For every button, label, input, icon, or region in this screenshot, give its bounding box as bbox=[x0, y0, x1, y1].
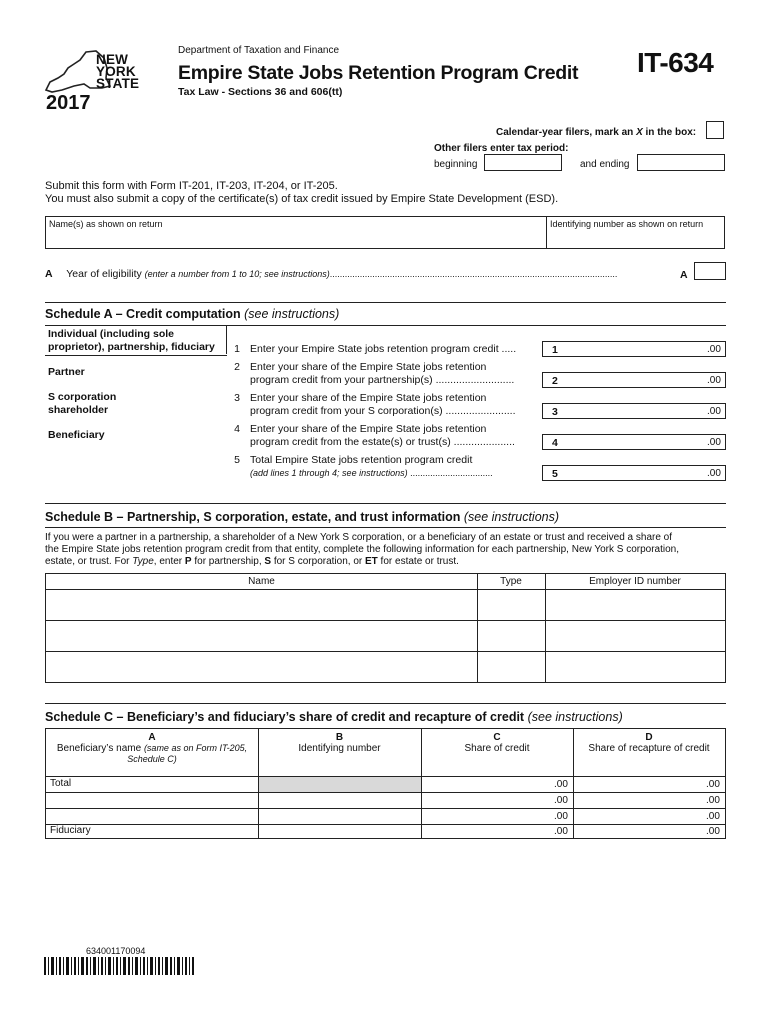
id-number-field[interactable] bbox=[546, 216, 725, 249]
form-year: 2017 bbox=[46, 92, 91, 114]
table-row[interactable] bbox=[46, 652, 725, 682]
beginning-label: beginning bbox=[434, 159, 478, 170]
ending-label: and ending bbox=[580, 159, 630, 170]
col-note-beneficiary: (same as on Form IT-205, Schedule C) bbox=[127, 743, 248, 764]
col-header-recapture: Share of recapture of credit bbox=[588, 743, 710, 754]
eligibility-year-field[interactable] bbox=[694, 262, 726, 280]
line-1-amount-field[interactable] bbox=[542, 341, 726, 357]
name-field-label: Name(s) as shown on return bbox=[49, 219, 163, 229]
beginning-date-field[interactable] bbox=[484, 154, 562, 171]
group-partner: Partner bbox=[48, 366, 85, 378]
table-row[interactable] bbox=[46, 825, 725, 838]
line-box-number: 2 bbox=[552, 375, 558, 387]
table-row[interactable] bbox=[46, 590, 725, 620]
schedule-c-title: Schedule C – Beneficiary’s and fiduciary’s share of credit and recapture of credit (see instructions) bbox=[45, 710, 623, 724]
row-recapture-cents: .00 bbox=[706, 795, 720, 806]
col-header-ein: Employer ID number bbox=[589, 576, 681, 587]
line-number: 4 bbox=[234, 423, 240, 435]
line-number: 3 bbox=[234, 392, 240, 404]
barcode-icon bbox=[44, 957, 194, 975]
schedule-b-intro: If you were a partner in a partnership, a shareholder of a New York S corporation, or a beneficiary of an estate or trust and received a share of the Empire State jobs retention program credit from that entity, complete the following information for each partnership, New York S corporation, estate, or trust. For Type, enter P for partnership, S for S corporation, or ET for estate or trust. bbox=[45, 532, 680, 567]
other-filers-label: Other filers enter tax period: bbox=[434, 143, 569, 154]
eligibility-label: Year of eligibility bbox=[66, 268, 142, 280]
col-letter-a: A bbox=[148, 732, 156, 743]
line-cents: .00 bbox=[707, 375, 721, 386]
line-box-number: 1 bbox=[552, 344, 558, 356]
name-field[interactable] bbox=[45, 216, 547, 249]
line-cents: .00 bbox=[707, 468, 721, 479]
row-credit-cents: .00 bbox=[554, 779, 568, 790]
calendar-year-label: Calendar-year filers, mark an X in the box: bbox=[496, 127, 697, 138]
row-credit-cents: .00 bbox=[554, 795, 568, 806]
barcode-number: 634001170094 bbox=[86, 946, 146, 956]
row-name: Total bbox=[50, 778, 72, 789]
group-s-corporation: S corporation shareholder bbox=[48, 391, 117, 416]
col-letter-c: C bbox=[493, 732, 501, 743]
certificate-instruction: You must also submit a copy of the certificate(s) of tax credit issued by Empire State Development (ESD). bbox=[45, 193, 559, 205]
schedule-a-title: Schedule A – Credit computation (see instructions) bbox=[45, 307, 340, 321]
schedule-b-title: Schedule B – Partnership, S corporation, estate, and trust information (see instructions) bbox=[45, 510, 560, 524]
eligibility-note: (enter a number from 1 to 10; see instructions) bbox=[144, 269, 330, 279]
row-recapture-cents: .00 bbox=[706, 826, 720, 837]
line-3-amount-field[interactable] bbox=[542, 403, 726, 419]
logo-line-state: STATE bbox=[96, 76, 140, 91]
state-logo bbox=[44, 50, 154, 112]
col-header-name: Name bbox=[248, 576, 275, 587]
col-header-id: Identifying number bbox=[298, 743, 381, 754]
tax-law-reference: Tax Law - Sections 36 and 606(tt) bbox=[178, 86, 343, 98]
row-recapture-cents: .00 bbox=[706, 811, 720, 822]
line-cents: .00 bbox=[707, 437, 721, 448]
line-number: 2 bbox=[234, 361, 240, 373]
logo-line-york: YORK bbox=[96, 64, 136, 79]
group-beneficiary: Beneficiary bbox=[48, 429, 105, 441]
line-cents: .00 bbox=[707, 406, 721, 417]
table-row[interactable] bbox=[46, 793, 725, 808]
line-box-number: 3 bbox=[552, 406, 558, 418]
col-header-beneficiary: Beneficiary’s name bbox=[56, 743, 142, 754]
line-box-number: 4 bbox=[552, 437, 558, 449]
table-row[interactable] bbox=[46, 621, 725, 651]
col-letter-b: B bbox=[335, 732, 344, 743]
col-header-credit: Share of credit bbox=[464, 743, 530, 754]
row-recapture-cents: .00 bbox=[706, 779, 720, 790]
submit-instruction: Submit this form with Form IT-201, IT-203, IT-204, or IT-205. bbox=[45, 180, 338, 192]
eligibility-box-letter: A bbox=[680, 269, 688, 281]
id-number-field-label: Identifying number as shown on return bbox=[550, 219, 704, 229]
schedule-c-table bbox=[45, 728, 726, 839]
table-row[interactable] bbox=[46, 809, 725, 824]
line-number: 5 bbox=[234, 454, 240, 466]
form-number: IT-634 bbox=[637, 47, 714, 78]
eligibility-letter: A bbox=[45, 268, 53, 280]
form-title: Empire State Jobs Retention Program Credit bbox=[178, 62, 579, 84]
row-credit-cents: .00 bbox=[554, 811, 568, 822]
row-name: Fiduciary bbox=[50, 825, 91, 836]
eligibility-line: A Year of eligibility (enter a number from 1 to 10; see instructions)................................................................................................................... bbox=[45, 268, 618, 280]
line-number: 1 bbox=[234, 343, 240, 355]
col-header-type: Type bbox=[500, 576, 522, 587]
line-4-amount-field[interactable] bbox=[542, 434, 726, 450]
calendar-year-checkbox[interactable] bbox=[706, 121, 724, 139]
line-cents: .00 bbox=[707, 344, 721, 355]
ending-date-field[interactable] bbox=[637, 154, 725, 171]
logo-line-new: NEW bbox=[96, 52, 129, 67]
line-2-amount-field[interactable] bbox=[542, 372, 726, 388]
col-letter-d: D bbox=[645, 732, 653, 743]
group-individual: Individual (including sole proprietor), partnership, fiduciary bbox=[48, 328, 215, 353]
line-box-number: 5 bbox=[552, 468, 558, 480]
line-5-amount-field[interactable] bbox=[542, 465, 726, 481]
table-row[interactable] bbox=[46, 777, 725, 792]
schedule-b-table bbox=[45, 573, 726, 683]
department-label: Department of Taxation and Finance bbox=[178, 45, 340, 56]
row-credit-cents: .00 bbox=[554, 826, 568, 837]
